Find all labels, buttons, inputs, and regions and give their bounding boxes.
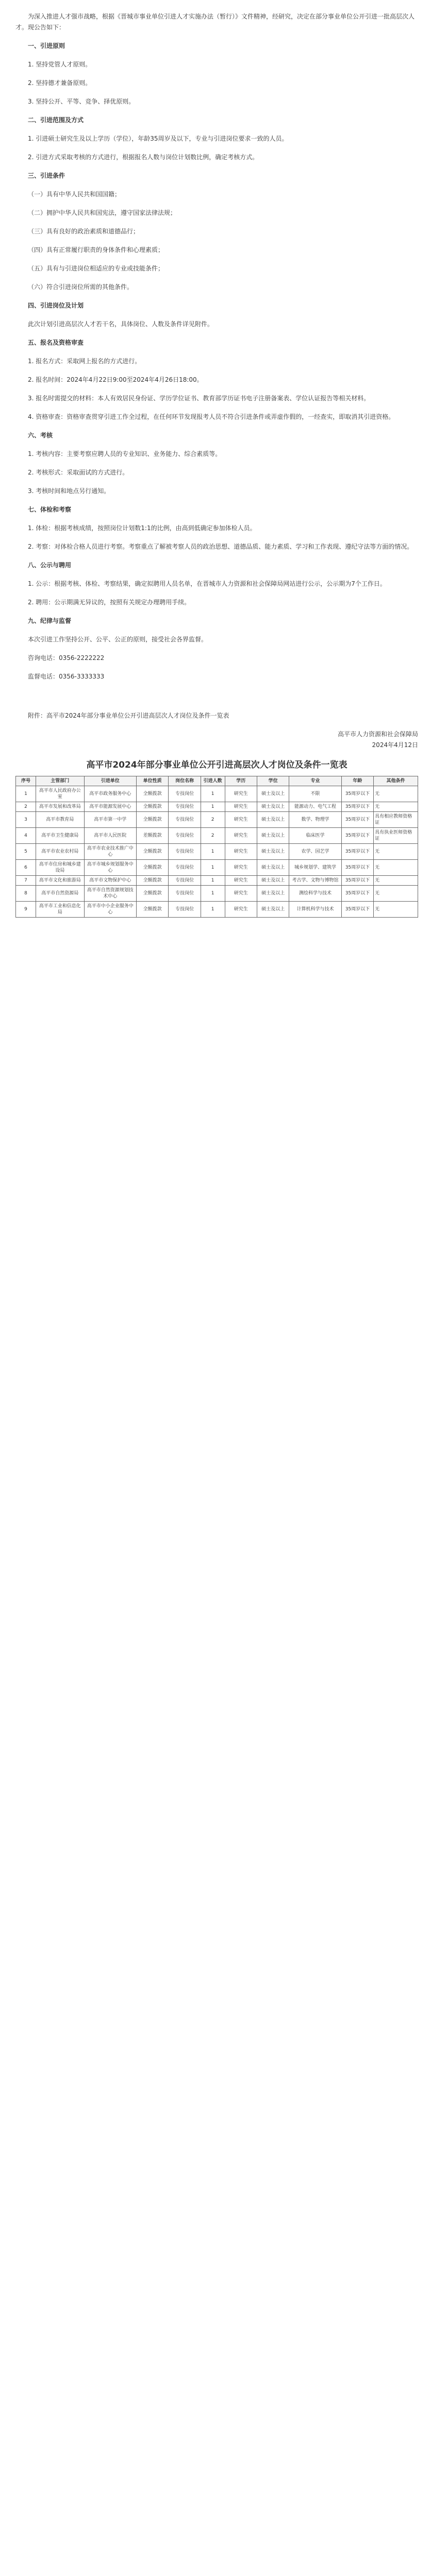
paragraph: 监督电话：0356-3333333: [28, 673, 105, 680]
paragraph: 为深入推进人才强市战略，根据《晋城市事业单位引进人才实施办法（暂行）》文件精神，经研究，决定在部分事业单位公开引进一批高层次人才。现公告如下：: [15, 13, 415, 31]
table-row: [16, 844, 418, 860]
paragraph: 1. 引进硕士研究生及以上学历（学位），年龄35周岁及以下，专业与引进岗位要求一致的人员。: [28, 135, 288, 142]
col-header: 学位: [257, 776, 289, 786]
section-heading: 七、体检和考察: [28, 506, 72, 513]
notice-signature-date: 2024年4月12日: [372, 741, 418, 749]
table-cell: 1: [201, 902, 225, 918]
table-cell: 全额拨款: [136, 802, 168, 812]
table-cell: 全额拨款: [136, 786, 168, 802]
table-cell: 高平市文化和旅游局: [36, 876, 85, 886]
table-row: [16, 876, 418, 886]
table-cell: 硕士及以上: [257, 844, 289, 860]
table-cell: 35周岁以下: [341, 802, 373, 812]
table-cell: 硕士及以上: [257, 786, 289, 802]
table-cell: 6: [16, 860, 36, 876]
table-cell: 35周岁以下: [341, 876, 373, 886]
paragraph: 1. 坚持党管人才原则。: [28, 61, 92, 68]
table-cell: 研究生: [225, 876, 257, 886]
table-cell: 35周岁以下: [341, 860, 373, 876]
table-cell: 1: [201, 844, 225, 860]
table-cell: 专技岗位: [169, 886, 201, 902]
table-cell: 全额拨款: [136, 860, 168, 876]
col-header: 学历: [225, 776, 257, 786]
paragraph: 3. 坚持公开、平等、竞争、择优原则。: [28, 98, 135, 105]
table-cell: 全额拨款: [136, 844, 168, 860]
notice-body: [0, 0, 447, 918]
table-cell: 专技岗位: [169, 860, 201, 876]
paragraph: 2. 考察：对体检合格人员进行考察。考察重点了解被考察人员的政治思想、道德品质、能力素质、学习和工作表现、遵纪守法等方面的情况。: [28, 543, 413, 550]
table-cell: 35周岁以下: [341, 828, 373, 844]
table-cell: 研究生: [225, 812, 257, 828]
table-cell: 1: [16, 786, 36, 802]
positions-table: [15, 776, 418, 918]
table-cell: 硕士及以上: [257, 902, 289, 918]
table-cell: 3: [16, 812, 36, 828]
table-cell: 数学、物理学: [289, 812, 341, 828]
table-cell: 全额拨款: [136, 812, 168, 828]
table-cell: 高平市住房和城乡建设局: [36, 860, 85, 876]
attachment-note: 附件：高平市2024年部分事业单位公开引进高层次人才岗位及条件一览表: [28, 712, 229, 719]
table-cell: 2: [201, 812, 225, 828]
table-cell: 能源动力、电气工程: [289, 802, 341, 812]
table-cell: 35周岁以下: [341, 812, 373, 828]
table-row: [16, 860, 418, 876]
section-heading: 八、公示与聘用: [28, 562, 72, 569]
table-cell: 35周岁以下: [341, 902, 373, 918]
table-cell: 1: [201, 860, 225, 876]
table-cell: 研究生: [225, 786, 257, 802]
table-cell: 具有相应教师资格证: [374, 812, 418, 828]
table-cell: 高平市卫生健康局: [36, 828, 85, 844]
section-heading: 三、引进条件: [28, 172, 65, 179]
paragraph: 3. 考核时间和地点另行通知。: [28, 487, 110, 495]
table-cell: 高平市农业农村局: [36, 844, 85, 860]
table-cell: 硕士及以上: [257, 886, 289, 902]
table-cell: 1: [201, 886, 225, 902]
table-cell: 高平市人民医院: [84, 828, 136, 844]
table-cell: 4: [16, 828, 36, 844]
table-cell: 1: [201, 802, 225, 812]
table-cell: 9: [16, 902, 36, 918]
table-cell: 高平市政务服务中心: [84, 786, 136, 802]
table-cell: 2: [16, 802, 36, 812]
paragraph: 咨询电话：0356-2222222: [28, 654, 105, 662]
table-cell: 硕士及以上: [257, 812, 289, 828]
table-cell: 高平市农业技术推广中心: [84, 844, 136, 860]
col-header: 其他条件: [374, 776, 418, 786]
table-cell: 高平市自然资源规划技术中心: [84, 886, 136, 902]
paragraph: （三）具有良好的政治素质和道德品行；: [28, 228, 140, 235]
table-cell: 无: [374, 802, 418, 812]
table-cell: 考古学、文物与博物馆: [289, 876, 341, 886]
table-cell: 全额拨款: [136, 876, 168, 886]
col-header: 单位性质: [136, 776, 168, 786]
table-cell: 农学、园艺学: [289, 844, 341, 860]
table-cell: 高平市中小企业服务中心: [84, 902, 136, 918]
table-cell: 高平市文物保护中心: [84, 876, 136, 886]
table-row: [16, 812, 418, 828]
table-cell: 高平市城乡规划服务中心: [84, 860, 136, 876]
table-cell: 高平市教育局: [36, 812, 85, 828]
paragraph: （二）拥护中华人民共和国宪法，遵守国家法律法规；: [28, 209, 177, 216]
paragraph: 2. 坚持德才兼备原则。: [28, 79, 92, 87]
table-cell: 硕士及以上: [257, 828, 289, 844]
col-header: 专业: [289, 776, 341, 786]
paragraph: 1. 考核内容：主要考察应聘人员的专业知识、业务能力、综合素质等。: [28, 450, 222, 457]
paragraph: 4. 资格审查：资格审查贯穿引进工作全过程，在任何环节发现报考人员不符合引进条件或弄虚作假的，一经查实，即取消其引进资格。: [28, 413, 395, 420]
paragraph: 1. 报名方式：采取网上报名的方式进行。: [28, 358, 141, 365]
table-cell: 计算机科学与技术: [289, 902, 341, 918]
section-heading: 一、引进原则: [28, 42, 65, 49]
table-cell: 无: [374, 902, 418, 918]
table-cell: 全额拨款: [136, 902, 168, 918]
table-header-row: [16, 776, 418, 786]
section-heading: 九、纪律与监督: [28, 617, 72, 624]
table-cell: 7: [16, 876, 36, 886]
positions-table-section: [15, 760, 418, 918]
col-header: 岗位名称: [169, 776, 201, 786]
table-cell: 临床医学: [289, 828, 341, 844]
table-cell: 城乡规划学、建筑学: [289, 860, 341, 876]
table-cell: 无: [374, 886, 418, 902]
table-cell: 35周岁以下: [341, 786, 373, 802]
table-cell: 2: [201, 828, 225, 844]
table-cell: 研究生: [225, 902, 257, 918]
table-cell: 5: [16, 844, 36, 860]
paragraph: 1. 体检：根据考核成绩，按照岗位计划数1:1的比例，由高到低确定参加体检人员。: [28, 524, 256, 532]
paragraph: （一）具有中华人民共和国国籍；: [28, 191, 121, 198]
table-cell: 高平市工业和信息化局: [36, 902, 85, 918]
paragraph: （四）具有正常履行职责的身体条件和心理素质；: [28, 246, 164, 253]
table-cell: 8: [16, 886, 36, 902]
col-header: 引进单位: [84, 776, 136, 786]
paragraph: 1. 公示：根据考核、体检、考察结果，确定拟聘用人员名单，在晋城市人力资源和社会保障局网站进行公示，公示期为7个工作日。: [28, 580, 386, 587]
table-cell: 专技岗位: [169, 876, 201, 886]
table-cell: 研究生: [225, 802, 257, 812]
table-cell: 无: [374, 786, 418, 802]
table-cell: 无: [374, 860, 418, 876]
col-header: 主管部门: [36, 776, 85, 786]
table-cell: 专技岗位: [169, 828, 201, 844]
table-cell: 高平市第一中学: [84, 812, 136, 828]
notice-signature-org: 高平市人力资源和社会保障局: [337, 731, 418, 738]
table-cell: 不限: [289, 786, 341, 802]
col-header: 年龄: [341, 776, 373, 786]
section-heading: 二、引进范围及方式: [28, 116, 84, 124]
table-row: [16, 786, 418, 802]
table-row: [16, 886, 418, 902]
table-cell: 专技岗位: [169, 802, 201, 812]
table-cell: 差额拨款: [136, 828, 168, 844]
table-cell: 专技岗位: [169, 812, 201, 828]
table-cell: 无: [374, 876, 418, 886]
table-row: [16, 802, 418, 812]
table-cell: 高平市人民政府办公室: [36, 786, 85, 802]
table-cell: 研究生: [225, 886, 257, 902]
paragraph: 2. 聘用：公示期满无异议的，按照有关规定办理聘用手续。: [28, 599, 191, 606]
table-cell: 研究生: [225, 828, 257, 844]
table-row: [16, 902, 418, 918]
table-cell: 专技岗位: [169, 844, 201, 860]
table-cell: 专技岗位: [169, 902, 201, 918]
paragraph: 此次计划引进高层次人才若干名，具体岗位、人数及条件详见附件。: [28, 320, 214, 328]
col-header: 引进人数: [201, 776, 225, 786]
paragraph: 2. 报名时间：2024年4月22日9:00至2024年4月26日18:00。: [28, 376, 203, 383]
paragraph: 2. 引进方式采取考核的方式进行，根据报名人数与岗位计划数比例，确定考核方式。: [28, 154, 259, 161]
section-heading: 四、引进岗位及计划: [28, 302, 84, 309]
table-cell: 无: [374, 844, 418, 860]
table-cell: 测绘科学与技术: [289, 886, 341, 902]
table-row: [16, 828, 418, 844]
table-cell: 研究生: [225, 860, 257, 876]
paragraph: 3. 报名时需提交的材料：本人有效居民身份证、学历学位证书、教育部学历证书电子注册备案表、学位认证报告等相关材料。: [28, 395, 370, 402]
paragraph: （六）符合引进岗位所需的其他条件。: [28, 283, 134, 291]
table-cell: 硕士及以上: [257, 876, 289, 886]
table-cell: 高平市自然资源局: [36, 886, 85, 902]
table-cell: 专技岗位: [169, 786, 201, 802]
spacer: [15, 690, 418, 710]
paragraph: 本次引进工作坚持公开、公平、公正的原则，接受社会各界监督。: [28, 636, 208, 643]
table-cell: 1: [201, 786, 225, 802]
col-header: 序号: [16, 776, 36, 786]
table-cell: 高平市发展和改革局: [36, 802, 85, 812]
section-heading: 五、报名及资格审查: [28, 339, 84, 346]
paragraph: （五）具有与引进岗位相适应的专业或技能条件；: [28, 265, 164, 272]
table-cell: 具有执业医师资格证: [374, 828, 418, 844]
table-cell: 1: [201, 876, 225, 886]
table-cell: 35周岁以下: [341, 844, 373, 860]
table-cell: 35周岁以下: [341, 886, 373, 902]
table-title: 高平市2024年部分事业单位公开引进高层次人才岗位及条件一览表: [86, 760, 347, 770]
table-cell: 硕士及以上: [257, 860, 289, 876]
table-cell: 研究生: [225, 844, 257, 860]
table-cell: 硕士及以上: [257, 802, 289, 812]
section-heading: 六、考核: [28, 432, 53, 439]
paragraph: 2. 考核形式：采取面试的方式进行。: [28, 469, 129, 476]
table-cell: 高平市能源发展中心: [84, 802, 136, 812]
table-cell: 全额拨款: [136, 886, 168, 902]
